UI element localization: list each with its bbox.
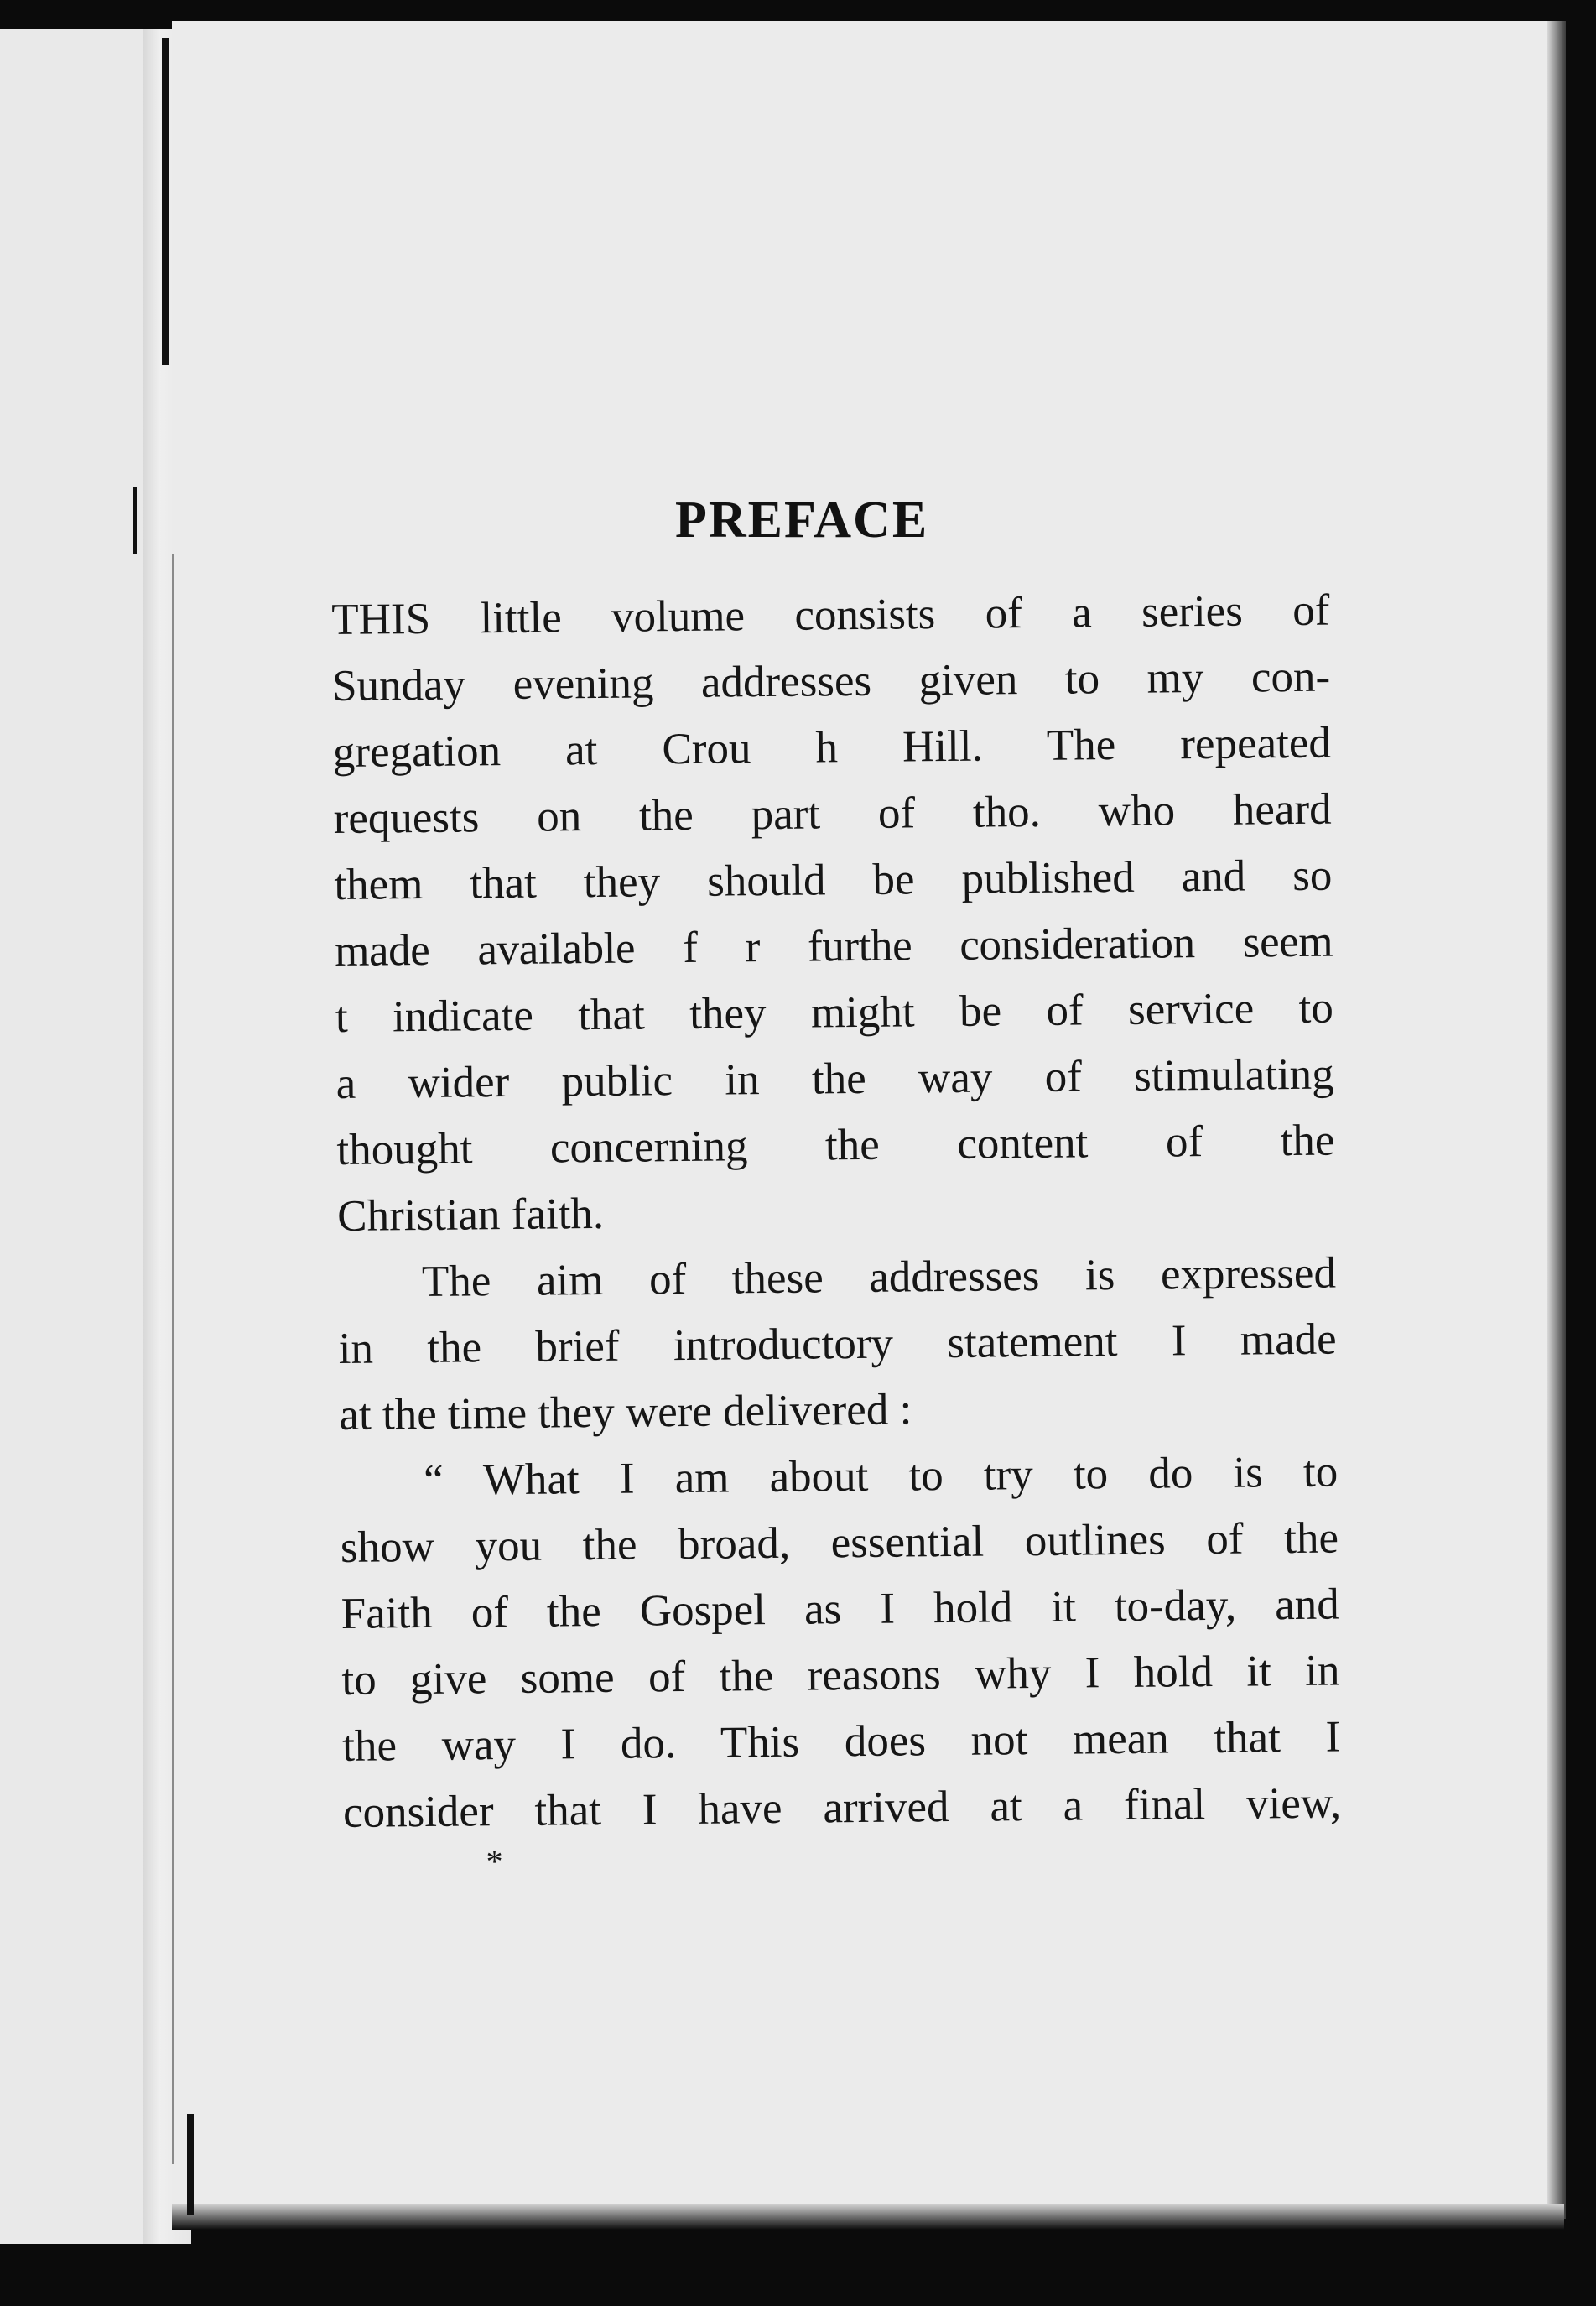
- body-text: [331, 578, 1342, 1888]
- text-line: The aim of these addresses is expressed: [421, 1248, 1337, 1307]
- text-line: them that they should be published and so: [334, 851, 1333, 909]
- text-line: “ What I am about to try to do is to: [423, 1447, 1339, 1505]
- text-line: Sunday evening addresses given to my con-: [331, 652, 1331, 711]
- text-line: at the time they were delivered :: [339, 1385, 912, 1439]
- text-line: thought concerning the content of the: [336, 1116, 1335, 1174]
- text-line: consider that I have arrived at a final view,: [342, 1778, 1342, 1837]
- text-line: Christian faith.: [336, 1189, 605, 1241]
- text-line: in the brief introductory statement I made: [338, 1314, 1337, 1373]
- text-line: a wider public in the way of stimulating: [335, 1049, 1334, 1108]
- spine-line: [187, 2114, 194, 2215]
- page-title: PREFACE: [675, 492, 929, 549]
- text-line: gregation at Crou h Hill. The repeated: [332, 718, 1332, 777]
- spine-line: [162, 38, 169, 365]
- text-line: to give some of the reasons why I hold it in: [341, 1646, 1340, 1705]
- spine-line: [133, 487, 137, 554]
- page-edge-shadow-bottom: [172, 2204, 1564, 2230]
- text-line: made available f r furthe consideration seem: [334, 917, 1333, 976]
- spine-line: [172, 554, 174, 2164]
- facing-page-edge: [0, 29, 143, 2244]
- text-line: THIS little volume consists of a series of: [331, 586, 1330, 644]
- text-line: show you the broad, essential outlines of the: [340, 1513, 1339, 1572]
- text-line: Faith of the Gospel as I hold it to-day, and: [341, 1580, 1339, 1638]
- text-line: the way I do. This does not mean that I: [341, 1712, 1341, 1771]
- text-line: t indicate that they might be of service to: [335, 983, 1334, 1042]
- page-edge-shadow-right: [1547, 21, 1566, 2219]
- text-line: requests on the part of tho. who heard: [333, 784, 1332, 843]
- signature-mark: *: [486, 1842, 503, 1881]
